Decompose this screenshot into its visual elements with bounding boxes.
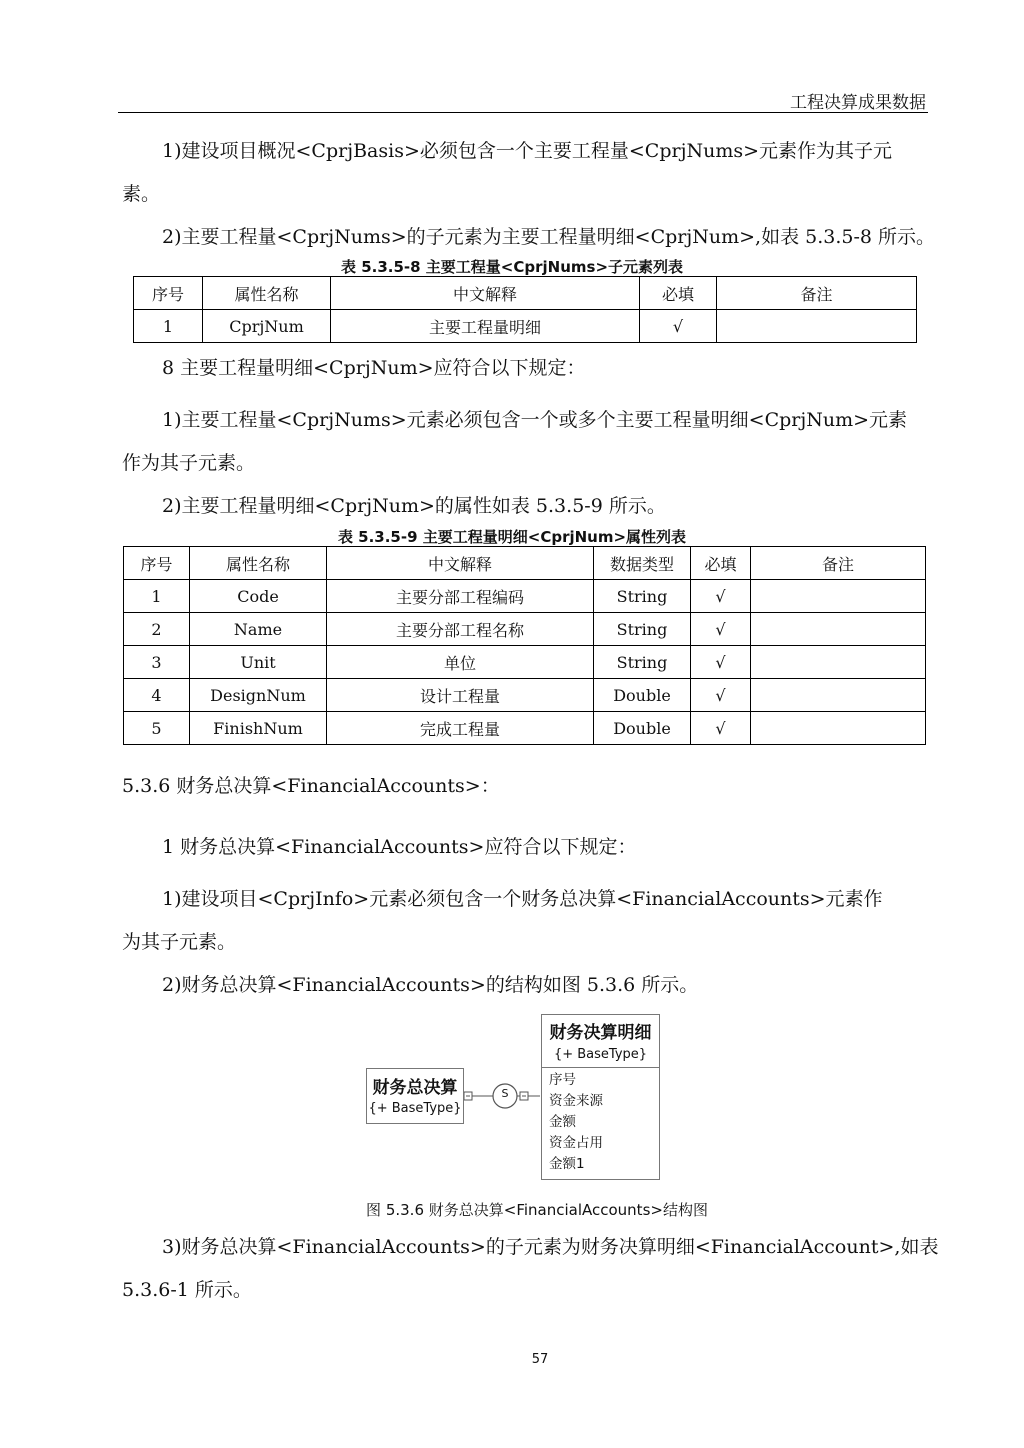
table-cell	[751, 679, 926, 712]
table-cell	[717, 310, 917, 343]
left-box-title: 财务总决算	[372, 1078, 458, 1098]
field-item: 序号	[549, 1072, 576, 1088]
table-1-caption: 表 5.3.5-8 主要工程量<CprjNums>子元素列表	[340, 258, 684, 276]
table-cell: 1	[134, 310, 203, 343]
table-2-header-cell: 属性名称	[190, 547, 327, 580]
table-1-header-cell: 属性名称	[203, 277, 331, 310]
paragraph-5: 2)主要工程量明细<CprjNum>的属性如表 5.3.5-9 所示。	[162, 495, 666, 517]
table-cell: 2	[124, 613, 190, 646]
table-1-header-cell: 中文解释	[331, 277, 640, 310]
page-header-title: 工程决算成果数据	[790, 93, 926, 113]
table-cell: 5	[124, 712, 190, 745]
table-cell: FinishNum	[190, 712, 327, 745]
table-1-header-cell: 序号	[134, 277, 203, 310]
field-item: 资金占用	[549, 1135, 603, 1151]
table-cell: √	[691, 646, 751, 679]
field-item: 资金来源	[549, 1093, 603, 1109]
section-heading-5-3-6: 5.3.6 财务总决算<FinancialAccounts>：	[122, 775, 500, 797]
table-row	[124, 580, 926, 613]
table-2-header-cell: 必填	[691, 547, 751, 580]
paragraph-7: 1 财务总决算<FinancialAccounts>应符合以下规定：	[162, 836, 637, 858]
table-1-header-cell: 必填	[640, 277, 717, 310]
table-cell: √	[691, 613, 751, 646]
table-cell: 主要分部工程编码	[327, 580, 594, 613]
paragraph-4-line-2: 作为其子元素。	[122, 452, 256, 474]
field-item: 金额	[549, 1114, 576, 1130]
table-cell: String	[594, 646, 691, 679]
table-cell: DesignNum	[190, 679, 327, 712]
paragraph-3: 8 主要工程量明细<CprjNum>应符合以下规定：	[162, 357, 586, 379]
right-box-field-list	[542, 1068, 659, 1175]
figure-caption: 图 5.3.6 财务总决算<FinancialAccounts>结构图	[366, 1201, 708, 1219]
table-row	[124, 712, 926, 745]
paragraph-1-line-2: 素。	[122, 183, 161, 205]
table-1	[133, 276, 917, 343]
table-cell: √	[640, 310, 717, 343]
right-box-subtitle: {+ BaseType}	[542, 1047, 659, 1068]
table-cell: 单位	[327, 646, 594, 679]
table-2-header-cell: 中文解释	[327, 547, 594, 580]
paragraph-1-line-1: 1)建设项目概况<CprjBasis>必须包含一个主要工程量<CprjNums>元素作为其子元	[162, 140, 893, 162]
table-2-header-cell: 备注	[751, 547, 926, 580]
right-box-title: 财务决算明细	[549, 1023, 652, 1043]
table-cell: Double	[594, 679, 691, 712]
table-cell: 主要分部工程名称	[327, 613, 594, 646]
table-cell: 设计工程量	[327, 679, 594, 712]
table-row	[124, 646, 926, 679]
table-row	[124, 613, 926, 646]
table-cell: CprjNum	[203, 310, 331, 343]
table-2-header-cell: 序号	[124, 547, 190, 580]
table-1-header-row	[134, 277, 917, 310]
paragraph-8-line-2: 为其子元素。	[122, 931, 237, 953]
table-1-header-cell: 备注	[717, 277, 917, 310]
table-cell	[751, 712, 926, 745]
table-cell: 主要工程量明细	[331, 310, 640, 343]
field-item: 金额1	[549, 1156, 585, 1172]
table-cell: √	[691, 580, 751, 613]
table-cell: Double	[594, 712, 691, 745]
table-cell	[751, 613, 926, 646]
table-cell	[751, 580, 926, 613]
table-2-header-row	[124, 547, 926, 580]
sequence-label: S	[501, 1087, 509, 1100]
table-2	[123, 546, 926, 745]
header-divider	[118, 112, 928, 113]
page-number: 57	[531, 1352, 549, 1367]
table-cell: String	[594, 613, 691, 646]
table-cell: 4	[124, 679, 190, 712]
paragraph-8-line-1: 1)建设项目<CprjInfo>元素必须包含一个财务总决算<FinancialAccounts>元素作	[162, 888, 883, 910]
structure-diagram	[360, 1010, 670, 1190]
paragraph-9: 2)财务总决算<FinancialAccounts>的结构如图 5.3.6 所示。	[162, 974, 699, 996]
table-cell: Name	[190, 613, 327, 646]
left-box-subtitle: {+ BaseType}	[368, 1101, 462, 1116]
table-row	[134, 310, 917, 343]
table-cell: 完成工程量	[327, 712, 594, 745]
table-row	[124, 679, 926, 712]
left-element-box	[366, 1068, 464, 1124]
table-cell: Code	[190, 580, 327, 613]
table-2-header-cell: 数据类型	[594, 547, 691, 580]
paragraph-10-line-1: 3)财务总决算<FinancialAccounts>的子元素为财务决算明细<FinancialAccount>,如表	[162, 1236, 939, 1258]
table-cell	[751, 646, 926, 679]
paragraph-4-line-1: 1)主要工程量<CprjNums>元素必须包含一个或多个主要工程量明细<CprjNum>元素	[162, 409, 908, 431]
paragraph-10-line-2: 5.3.6-1 所示。	[122, 1279, 252, 1301]
table-cell: √	[691, 679, 751, 712]
table-cell: √	[691, 712, 751, 745]
table-cell: String	[594, 580, 691, 613]
table-cell: 1	[124, 580, 190, 613]
table-cell: 3	[124, 646, 190, 679]
table-cell: Unit	[190, 646, 327, 679]
right-element-box	[541, 1014, 660, 1180]
paragraph-2: 2)主要工程量<CprjNums>的子元素为主要工程量明细<CprjNum>,如表 5.3.5-8 所示。	[162, 226, 936, 248]
table-2-caption: 表 5.3.5-9 主要工程量明细<CprjNum>属性列表	[337, 528, 687, 546]
